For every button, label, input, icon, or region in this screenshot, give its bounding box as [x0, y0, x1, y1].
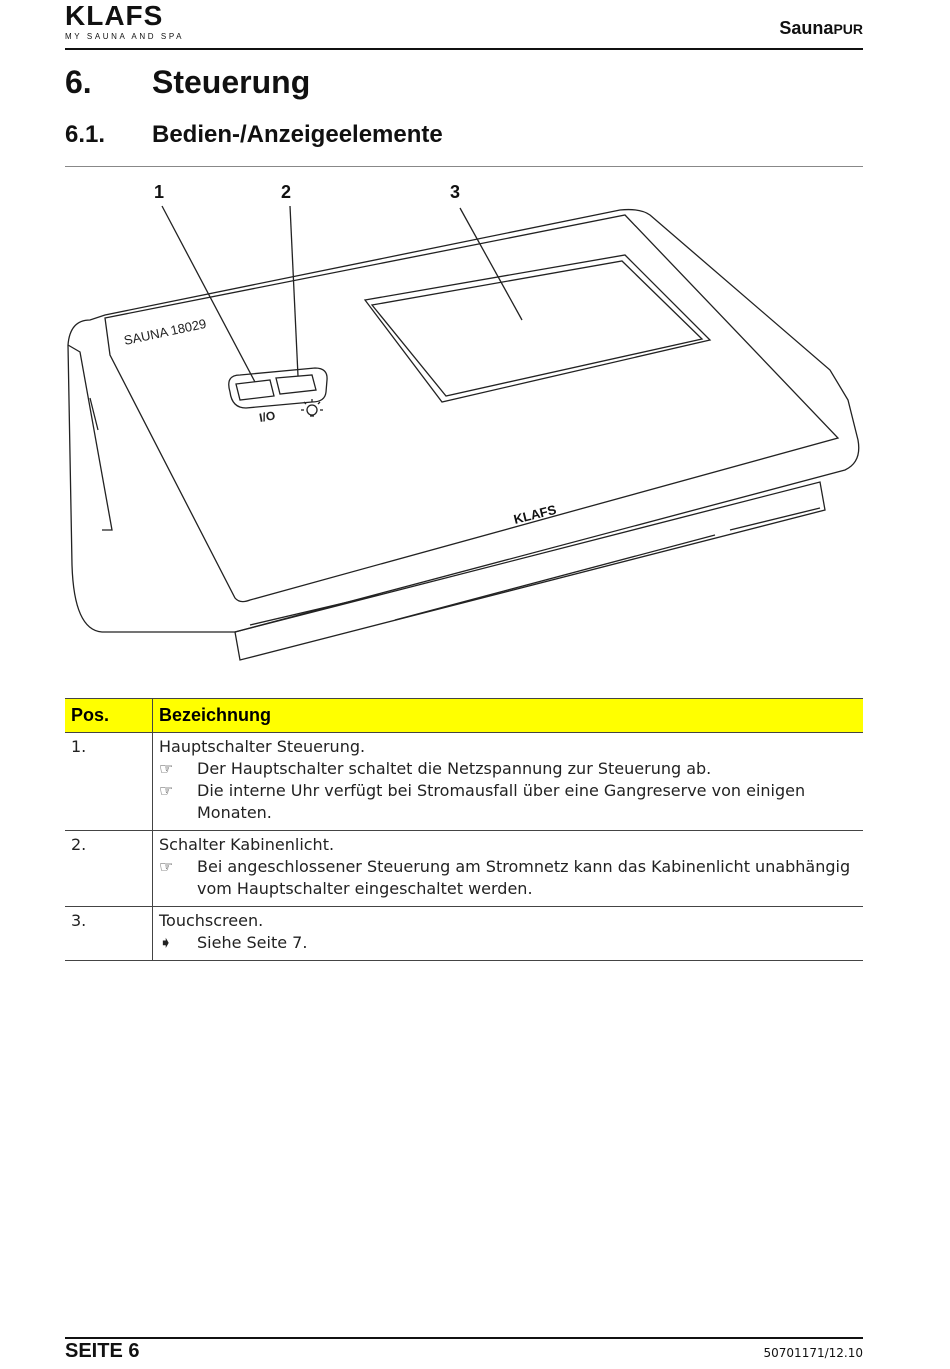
light-bulb-icon [301, 399, 323, 416]
note-text: Die interne Uhr verfügt bei Stromausfall über eine Gangreserve von einigen Monaten. [197, 781, 806, 822]
klafs-logo [65, 2, 184, 41]
subsection-title: Bedien-/Anzeigeelemente [152, 121, 443, 148]
arrow-pointer-icon: ➧ [159, 933, 173, 952]
section-number: 6. [65, 64, 92, 100]
table-row [65, 831, 863, 907]
main-switch-button [236, 380, 274, 400]
section-title: Steuerung [152, 64, 311, 100]
section-heading [65, 64, 310, 101]
logo-text: KLAFS [65, 0, 164, 31]
row-content [153, 907, 864, 961]
light-switch-button [276, 375, 316, 394]
document-id: 50701171/12.10 [763, 1346, 863, 1360]
device-brand-label: KLAFS [512, 501, 558, 527]
row-pos: 2. [65, 831, 153, 907]
table-header-row [65, 699, 863, 733]
document-title-b: PUR [833, 21, 863, 37]
note [159, 758, 857, 780]
row-title: Schalter Kabinenlicht. [159, 835, 335, 854]
header-pos: Pos. [65, 699, 153, 733]
subsection-number: 6.1. [65, 121, 106, 148]
callout-2: 2 [281, 182, 292, 202]
device-drawing [50, 170, 880, 680]
note-text: Bei angeschlossener Steuerung am Stromnetz kann das Kabinenlicht unabhängig vom Hauptschalter eingeschaltet werden. [197, 857, 851, 898]
device-figure [50, 170, 880, 680]
leader-line-3 [460, 208, 522, 320]
display-outline [365, 255, 710, 402]
subsection-heading [65, 121, 443, 149]
pointing-hand-icon: ☞ [159, 759, 174, 778]
footer-divider [65, 1337, 863, 1339]
position-table [65, 698, 863, 961]
table-row [65, 733, 863, 831]
note-text: Der Hauptschalter schaltet die Netzspannung zur Steuerung ab. [197, 759, 712, 778]
pointing-hand-icon: ☞ [159, 781, 174, 800]
document-title-a: Sauna [779, 18, 834, 38]
note [159, 780, 857, 824]
row-title: Touchscreen. [159, 911, 264, 930]
device-model-label: SAUNA 18029 [122, 315, 208, 348]
document-title [779, 18, 863, 39]
header-bezeichnung: Bezeichnung [153, 699, 864, 733]
leader-line-2 [290, 206, 298, 376]
pointing-hand-icon: ☞ [159, 857, 174, 876]
divider [65, 166, 863, 167]
row-content [153, 733, 864, 831]
device-body [68, 210, 859, 632]
switch-label: I/O [258, 408, 277, 425]
reference-link[interactable]: Siehe Seite 7. [197, 933, 308, 952]
page-header [65, 0, 863, 50]
row-content [153, 831, 864, 907]
row-title: Hauptschalter Steuerung. [159, 737, 366, 756]
page-number: SEITE 6 [65, 1340, 140, 1362]
reference [159, 932, 857, 954]
row-pos: 1. [65, 733, 153, 831]
table-row [65, 907, 863, 961]
row-pos: 3. [65, 907, 153, 961]
logo-tagline: MY SAUNA AND SPA [65, 32, 185, 41]
callout-1: 1 [154, 182, 165, 202]
note [159, 856, 857, 900]
device-panel [105, 215, 838, 602]
callout-3: 3 [450, 182, 461, 202]
